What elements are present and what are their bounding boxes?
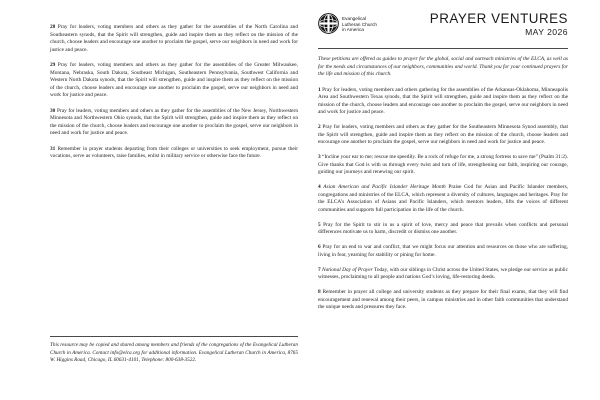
prayer-entry xyxy=(50,108,298,138)
header-divider xyxy=(318,48,568,49)
prayer-entry xyxy=(50,146,298,161)
right-column-entries xyxy=(318,87,568,312)
entry-number: 4 xyxy=(318,184,321,190)
left-column-entries xyxy=(50,24,298,161)
page-subtitle: MAY 2026 xyxy=(525,27,568,37)
entry-number: 31 xyxy=(50,145,56,152)
entry-number: 3 xyxy=(318,154,321,160)
entry-number: 5 xyxy=(318,221,321,228)
entry-number: 30 xyxy=(50,107,56,114)
entry-text: Today, with our siblings in Christ across the United States, we pledge our service as public witnesses, proclaiming to all people and nations God’s loving, life-restoring deeds. xyxy=(318,266,568,280)
brand-line-2: Lutheran Church xyxy=(342,21,377,27)
footer xyxy=(50,336,298,370)
right-column xyxy=(318,0,568,312)
entry-text: Remember in prayer all college and university students as they prepare for their final exams, that they will find encouragement and renewal among their peers, in campus ministries and in other faith communities that understand the unique needs and pressures they face. xyxy=(318,289,568,310)
left-column xyxy=(50,0,298,169)
brand-line-3: in America xyxy=(342,27,364,33)
entry-lead: Asian American and Pacific Islander Heritage Month xyxy=(323,184,446,190)
prayer-entry xyxy=(318,244,568,259)
masthead xyxy=(318,10,568,44)
entry-number: 28 xyxy=(50,24,56,30)
entry-text: Pray for the Spirit to stir in us a spirit of love, mercy and peace that prevails when conflicts and personal differences motivate us to harm, discredit or dismiss one another. xyxy=(318,221,568,235)
prayer-entry xyxy=(318,184,568,214)
footer-divider xyxy=(50,336,298,337)
elca-wordmark xyxy=(342,13,377,33)
entry-number: 29 xyxy=(50,62,56,68)
entry-text: Praise God for Asian and Pacific Islander members, congregations and ministries of the ELCA, which represent a diversity of cultures, languages and heritages. Pray for the ELCA’s Association of Asians and Pacific Islanders, which mentors leaders, lifts the voices of different communities and supports full participation in the life of the church. xyxy=(318,184,569,213)
title-block xyxy=(430,10,568,38)
entry-text: Pray for leaders, voting members and others as they gather for the assemblies of the New Jersey, Northwestern Minnesota and Northwestern Ohio synods, that the Spirit will strengthen, guide and inspire them as they reflect on the mission of the church, choose leaders and encourage one another to proclaim the gospel, serve our neighbors in need and work for justice and peace. xyxy=(50,107,299,136)
prayer-entry xyxy=(318,267,568,282)
brand-line-1: Evangelical xyxy=(342,16,367,21)
entry-number: 6 xyxy=(318,244,321,250)
entry-number: 1 xyxy=(318,86,321,93)
prayer-entry xyxy=(50,62,298,100)
prayer-entry xyxy=(318,289,568,312)
elca-globe-cross-logo xyxy=(318,13,339,34)
footer-copyright-text: This resource may be copied and shared among members and friends of the congregations of the Evangelical Lutheran Church in America. Contact info@elca.org for additional information. Evangelical Lutheran Church in America, 8765 W. Higgins Road, Chicago, IL 60631-4101, Telephone: 800-638-3522. xyxy=(50,342,298,363)
entry-lead: National Day of Prayer xyxy=(322,266,373,273)
entry-text: “Incline your ear to me; rescue me speedily. Be a rock of refuge for me, a strong fortress to save me” (Psalm 31:2). Give thanks that God is with us through every twist and turn of life, strengthening our faith, inspiring our courage, guiding our journeys and renewing our spirit. xyxy=(318,154,568,175)
entry-text: Pray for leaders, voting members and others gathering for the assemblies of the Arkansas-Oklahoma, Minneapolis Area and Southwestern Texas synods, that the Spirit will strengthen, guide and inspire them as they reflect on the mission of the church, choose leaders and encourage one another to proclaim the gospel, serve our neighbors in need and work for justice and peace. xyxy=(318,86,569,115)
prayer-entry xyxy=(318,222,568,237)
entry-text: Pray for an end to war and conflict, that we might focus our attention and resources on those who are suffering, living in fear, yearning for stability or pining for home. xyxy=(318,244,568,258)
prayer-entry xyxy=(318,124,568,147)
entry-text: Pray for leaders, voting members and others as they gather for the Southeastern Minnesota Synod assembly, that the Spirit will strengthen, guide and inspire them as they reflect on the mission of the church, choose leaders and encourage one another to proclaim the gospel, serve our neighbors in need and work for justice and peace. xyxy=(318,124,568,145)
entry-text: Remember in prayer students departing from their colleges or universities to seek employment, pursue their vocations, serve as volunteers, raise families, enlist in military service or otherwise face the future. xyxy=(50,145,298,159)
intro-paragraph: These petitions are offered as guides to prayer for the global, social and outreach ministries of the ELCA, as well as for the needs and circumstances of our neighbors, communities and world. Thank you for your continued prayers for the life and mission of this church. xyxy=(318,56,568,77)
page-title: PRAYER VENTURES xyxy=(429,11,568,26)
elca-brand xyxy=(318,10,377,34)
prayer-entry xyxy=(50,24,298,54)
prayer-entry xyxy=(318,154,568,177)
entry-text: Pray for leaders, voting members and others as they gather for the assemblies of the North Carolina and Southeastern synods, that the Spirit will strengthen, guide and inspire them as they reflect on the mission of the church, choose leaders and encourage one another to proclaim the gospel, serve our neighbors in need and work for justice and peace. xyxy=(50,24,299,53)
entry-number: 2 xyxy=(318,124,321,130)
entry-text: Pray for leaders, voting members and others as they gather for the assemblies of the Greater Milwaukee, Montana, Nebraska, South Dakota, Southeast Michigan, Southeastern Pennsylvania, Southwest California and Western North Dakota synods, that the Spirit will strengthen, guide and inspire them as they reflect on the mission of the church, choose leaders and encourage one another to proclaim the gospel, serve our neighbors in need and work for justice and peace. xyxy=(50,62,298,98)
entry-number: 7 xyxy=(318,266,321,273)
entry-number: 8 xyxy=(318,289,321,295)
prayer-entry xyxy=(318,87,568,117)
